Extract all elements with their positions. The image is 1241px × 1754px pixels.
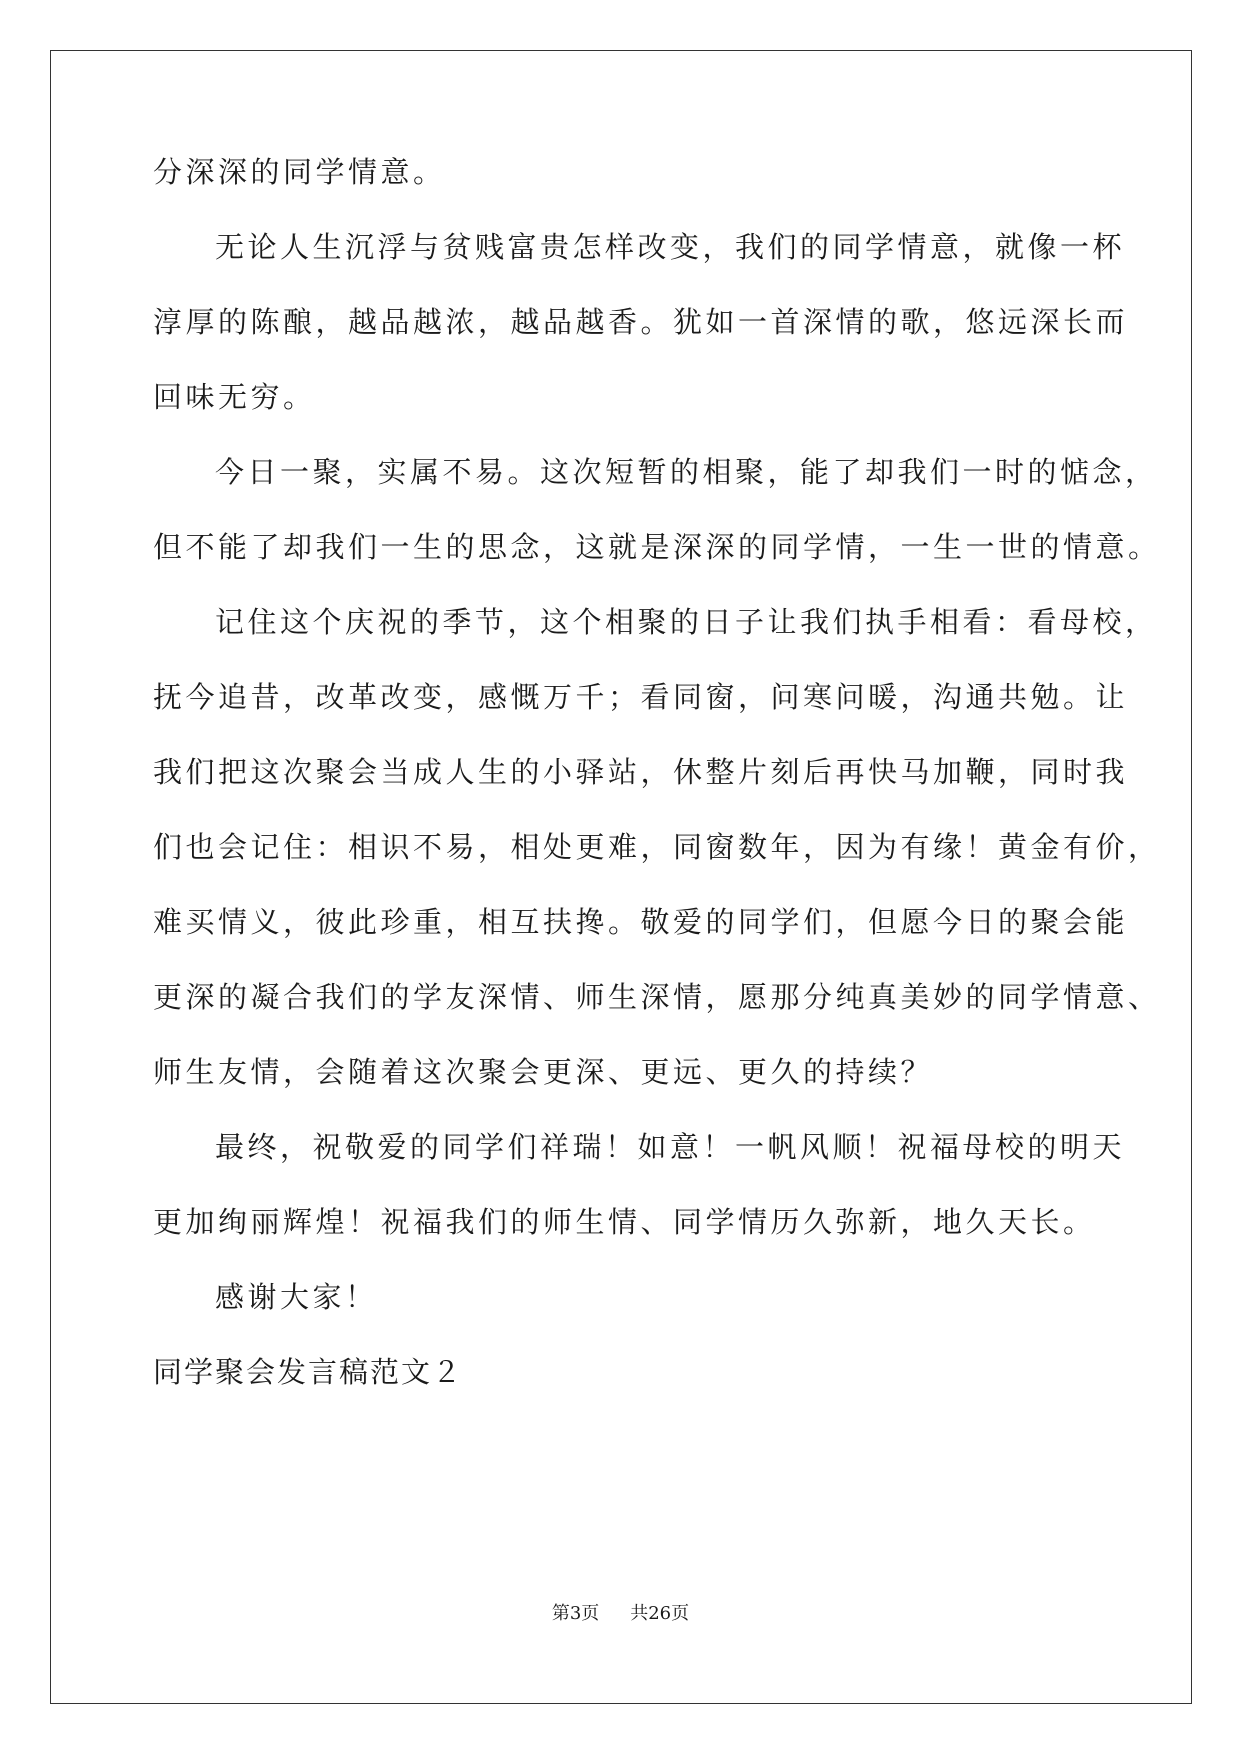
page-footer [0, 1599, 1241, 1625]
paragraph-line: 记住这个庆祝的季节，这个相聚的日子让我们执手相看：看母校， [215, 605, 1158, 639]
section-heading: 同学聚会发言稿范文２ [153, 1355, 464, 1389]
text-line: 师生友情，会随着这次聚会更深、更远、更久的持续？ [153, 1055, 934, 1089]
text-line: 更加绚丽辉煌！祝福我们的师生情、同学情历久弥新，地久天长。 [153, 1205, 1096, 1239]
text-line: 回味无穷。 [153, 380, 316, 414]
paragraph-line: 今日一聚，实属不易。这次短暂的相聚，能了却我们一时的惦念， [215, 455, 1158, 489]
paragraph-line: 无论人生沉浮与贫贱富贵怎样改变，我们的同学情意，就像一杯 [215, 230, 1126, 264]
text-line: 抚今追昔，改革改变，感慨万千；看同窗，问寒问暖，沟通共勉。让 [153, 680, 1129, 714]
text-line: 淳厚的陈酿，越品越浓，越品越香。犹如一首深情的歌，悠远深长而 [153, 305, 1129, 339]
paragraph-line: 最终，祝敬爱的同学们祥瑞！如意！一帆风顺！祝福母校的明天 [215, 1130, 1126, 1164]
text-line: 分深深的同学情意。 [153, 155, 446, 189]
text-line: 更深的凝合我们的学友深情、师生深情，愿那分纯真美妙的同学情意、 [153, 980, 1161, 1014]
text-line: 难买情义，彼此珍重，相互扶搀。敬爱的同学们，但愿今日的聚会能 [153, 905, 1129, 939]
text-line: 但不能了却我们一生的思念，这就是深深的同学情，一生一世的情意。 [153, 530, 1161, 564]
paragraph-line: 感谢大家！ [215, 1280, 378, 1314]
total-pages: 共26页 [630, 1603, 690, 1624]
page-number: 第3页 [551, 1603, 600, 1624]
page-border [50, 50, 1192, 1704]
text-line: 我们把这次聚会当成人生的小驿站，休整片刻后再快马加鞭，同时我 [153, 755, 1129, 789]
text-line: 们也会记住：相识不易，相处更难，同窗数年，因为有缘！黄金有价， [153, 830, 1161, 864]
